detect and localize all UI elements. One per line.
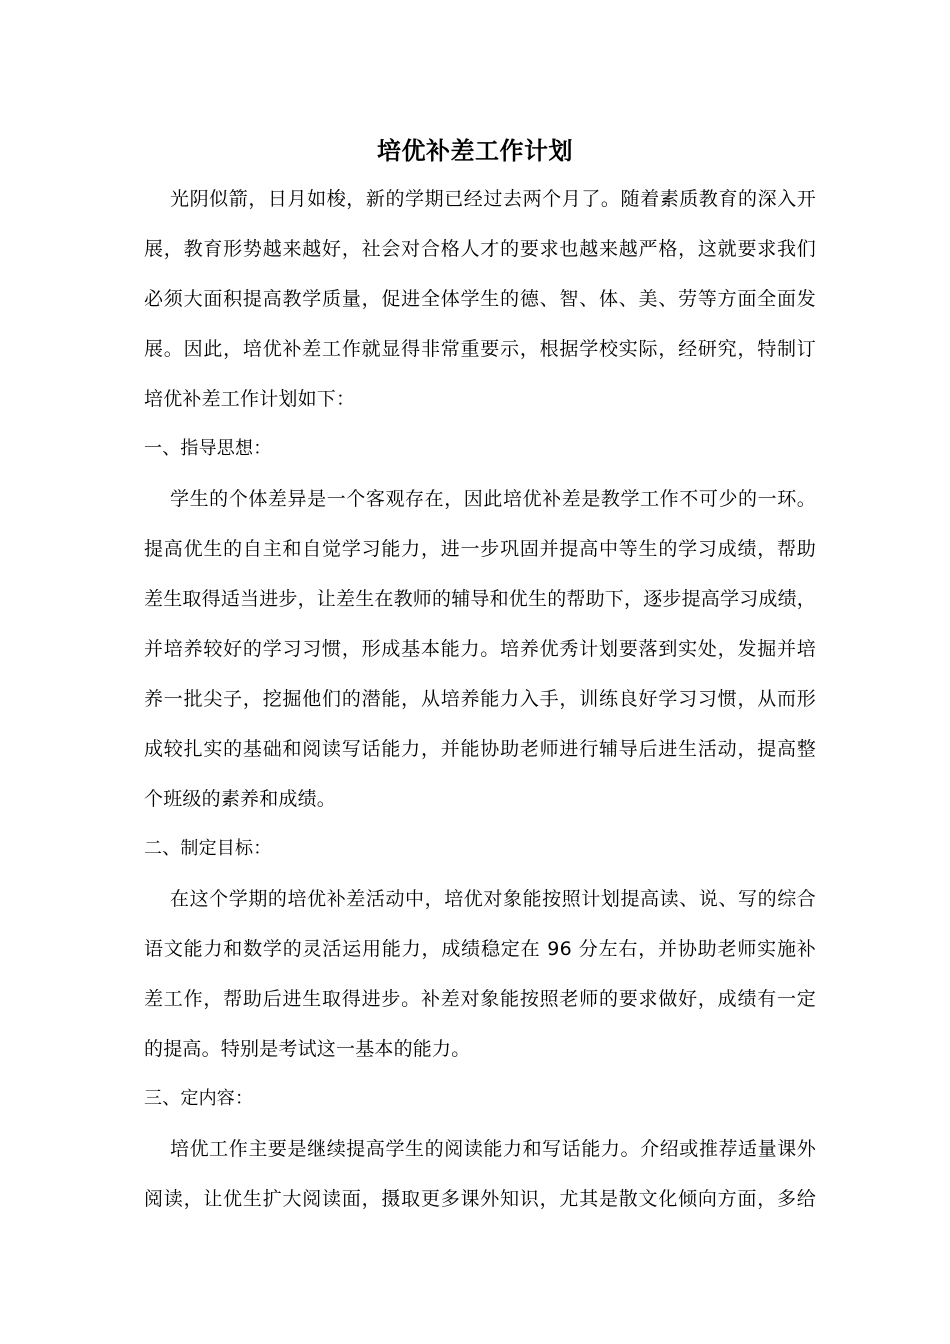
paragraph-line: 在这个学期的培优补差活动中，培优对象能按照计划提高读、说、写的综合 (170, 888, 816, 910)
paragraph-line: 差生取得适当进步，让差生在教师的辅导和优生的帮助下，逐步提高学习成绩， (144, 588, 817, 610)
document-body (144, 178, 816, 1228)
section-heading-guiding-ideas: 一、指导思想： (144, 438, 272, 459)
paragraph-line: 差工作，帮助后进生取得进步。补差对象能按照老师的要求做好，成绩有一定 (144, 988, 816, 1010)
document-title: 培优补差工作计划 (377, 137, 573, 165)
paragraph-line: 语文能力和数学的灵活运用能力，成绩稳定在 96 分左右，并协助老师实施补 (144, 938, 816, 960)
paragraph-line: 的提高。特别是考试这一基本的能力。 (144, 1038, 471, 1060)
paragraph-line: 阅读，让优生扩大阅读面，摄取更多课外知识，尤其是散文化倾向方面，多给 (144, 1188, 816, 1210)
section-heading-content: 三、定内容： (144, 1088, 254, 1109)
paragraph-line: 成较扎实的基础和阅读写话能力，并能协助老师进行辅导后进生活动，提高整 (144, 738, 816, 760)
paragraph-line: 并培养较好的学习习惯，形成基本能力。培养优秀计划要落到实处，发掘并培 (144, 638, 816, 660)
paragraph-line: 展，教育形势越来越好，社会对合格人才的要求也越来越严格，这就要求我们 (144, 238, 816, 260)
paragraph-line: 展。因此，培优补差工作就显得非常重要示，根据学校实际，经研究，特制订 (144, 338, 816, 360)
section-heading-goals: 二、制定目标： (144, 838, 272, 859)
paragraph-line: 必须大面积提高教学质量，促进全体学生的德、智、体、美、劳等方面全面发 (144, 288, 816, 310)
paragraph-line: 提高优生的自主和自觉学习能力，进一步巩固并提高中等生的学习成绩，帮助 (144, 538, 816, 560)
paragraph-line: 培优工作主要是继续提高学生的阅读能力和写话能力。介绍或推荐适量课外 (170, 1138, 816, 1160)
paragraph-line: 养一批尖子，挖掘他们的潜能，从培养能力入手，训练良好学习习惯，从而形 (144, 688, 816, 710)
paragraph-line: 光阴似箭，日月如梭，新的学期已经过去两个月了。随着素质教育的深入开 (170, 188, 816, 210)
paragraph-line: 个班级的素养和成绩。 (144, 788, 337, 810)
paragraph-line: 培优补差工作计划如下： (144, 388, 356, 410)
paragraph-line: 学生的个体差异是一个客观存在，因此培优补差是教学工作不可少的一环。 (170, 488, 816, 510)
